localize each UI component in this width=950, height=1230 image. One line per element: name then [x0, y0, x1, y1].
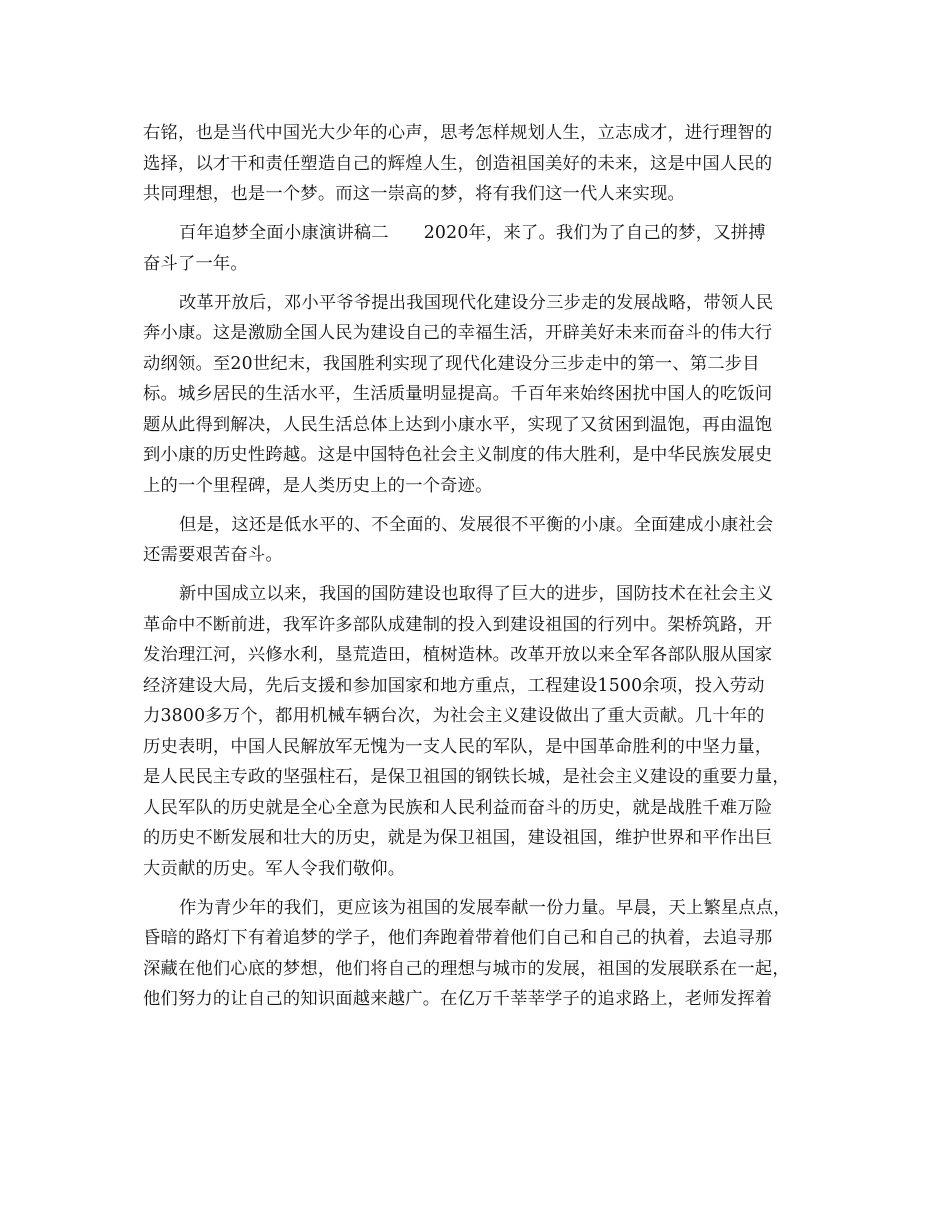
text-line: 标。城乡居民的生活水平，生活质量明显提高。千百年来始终困扰中国人的吃饭问 [143, 384, 773, 404]
text-line: 新中国成立以来，我国的国防建设也取得了巨大的进步，国防技术在社会主义 [179, 584, 774, 604]
text-line: 题从此得到解决，人民生活总体上达到小康水平，实现了又贫困到温饱，再由温饱 [143, 414, 773, 435]
text-line: 大贡献的历史。军人令我们敬仰。 [143, 858, 406, 879]
text-line: 历史表明，中国人民解放军无愧为一支人民的军队，是中国革命胜利的中坚力量， [143, 736, 773, 757]
text-line: 但是，这还是低水平的、不全面的、发展很不平衡的小康。全面建成小康社会 [179, 514, 774, 535]
text-line: 昏暗的路灯下有着追梦的学子，他们奔跑着带着他们自己和自己的执着，去追寻那 [143, 928, 773, 948]
text-line: 革命中不断前进，我军许多部队成建制的投入到建设祖国的行列中。架桥筑路，开 [143, 614, 773, 635]
text-line: 人民军队的历史就是全心全意为民族和人民利益而奋斗的历史，就是战胜千难万险 [143, 797, 773, 818]
text-line: 是人民民主专政的坚强柱石，是保卫祖国的钢铁长城，是社会主义建设的重要力量， [143, 767, 790, 787]
text-line: 经济建设大局，先后支援和参加国家和地方重点，工程建设1500余项，投入劳动 [143, 675, 765, 696]
text-line: 右铭，也是当代中国光大少年的心声，思考怎样规划人生，立志成才，进行理智的 [143, 123, 773, 143]
text-line: 到小康的历史性跨越。这是中国特色社会主义制度的伟大胜利，是中华民族发展史 [143, 445, 773, 465]
text-line: 力3800多万个，都用机械车辆台次，为社会主义建设做出了重大贡献。几十年的 [143, 706, 765, 726]
text-line: 共同理想，也是一个梦。而这一崇高的梦，将有我们这一代人来实现。 [143, 184, 685, 204]
text-line: 奔小康。这是激励全国人民为建设自己的幸福生活，开辟美好未来而奋斗的伟大行 [143, 323, 773, 343]
text-line: 作为青少年的我们，更应该为祖国的发展奉献一份力量。早晨，天上繁星点点， [179, 897, 791, 918]
body-text [143, 118, 823, 1015]
text-line: 的历史不断发展和壮大的历史，就是为保卫祖国，建设祖国，维护世界和平作出巨 [143, 828, 773, 848]
text-line: 百年追梦全面小康演讲稿二 2020年，来了。我们为了自己的梦，又拼搏 [179, 223, 766, 243]
text-line: 还需要艰苦奋斗。 [143, 545, 283, 565]
text-line: 深藏在他们心底的梦想，他们将自己的理想与城市的发展，祖国的发展联系在一起， [143, 958, 790, 979]
text-line: 改革开放后，邓小平爷爷提出我国现代化建设分三步走的发展战略，带领人民 [179, 292, 774, 313]
text-line: 动纲领。至20世纪末，我国胜利实现了现代化建设分三步走中的第一、第二步目 [143, 353, 760, 374]
text-line: 发治理江河，兴修水利，垦荒造田，植树造林。改革开放以来全军各部队服从国家 [143, 645, 773, 665]
text-line: 奋斗了一年。 [143, 253, 248, 274]
text-line: 他们努力的让自己的知识面越来越广。在亿万千莘莘学子的追求路上，老师发挥着 [143, 989, 773, 1009]
text-line: 选择，以才干和责任塑造自己的辉煌人生，创造祖国美好的未来，这是中国人民的 [143, 153, 773, 174]
text-line: 上的一个里程碑，是人类历史上的一个奇迹。 [143, 475, 493, 496]
